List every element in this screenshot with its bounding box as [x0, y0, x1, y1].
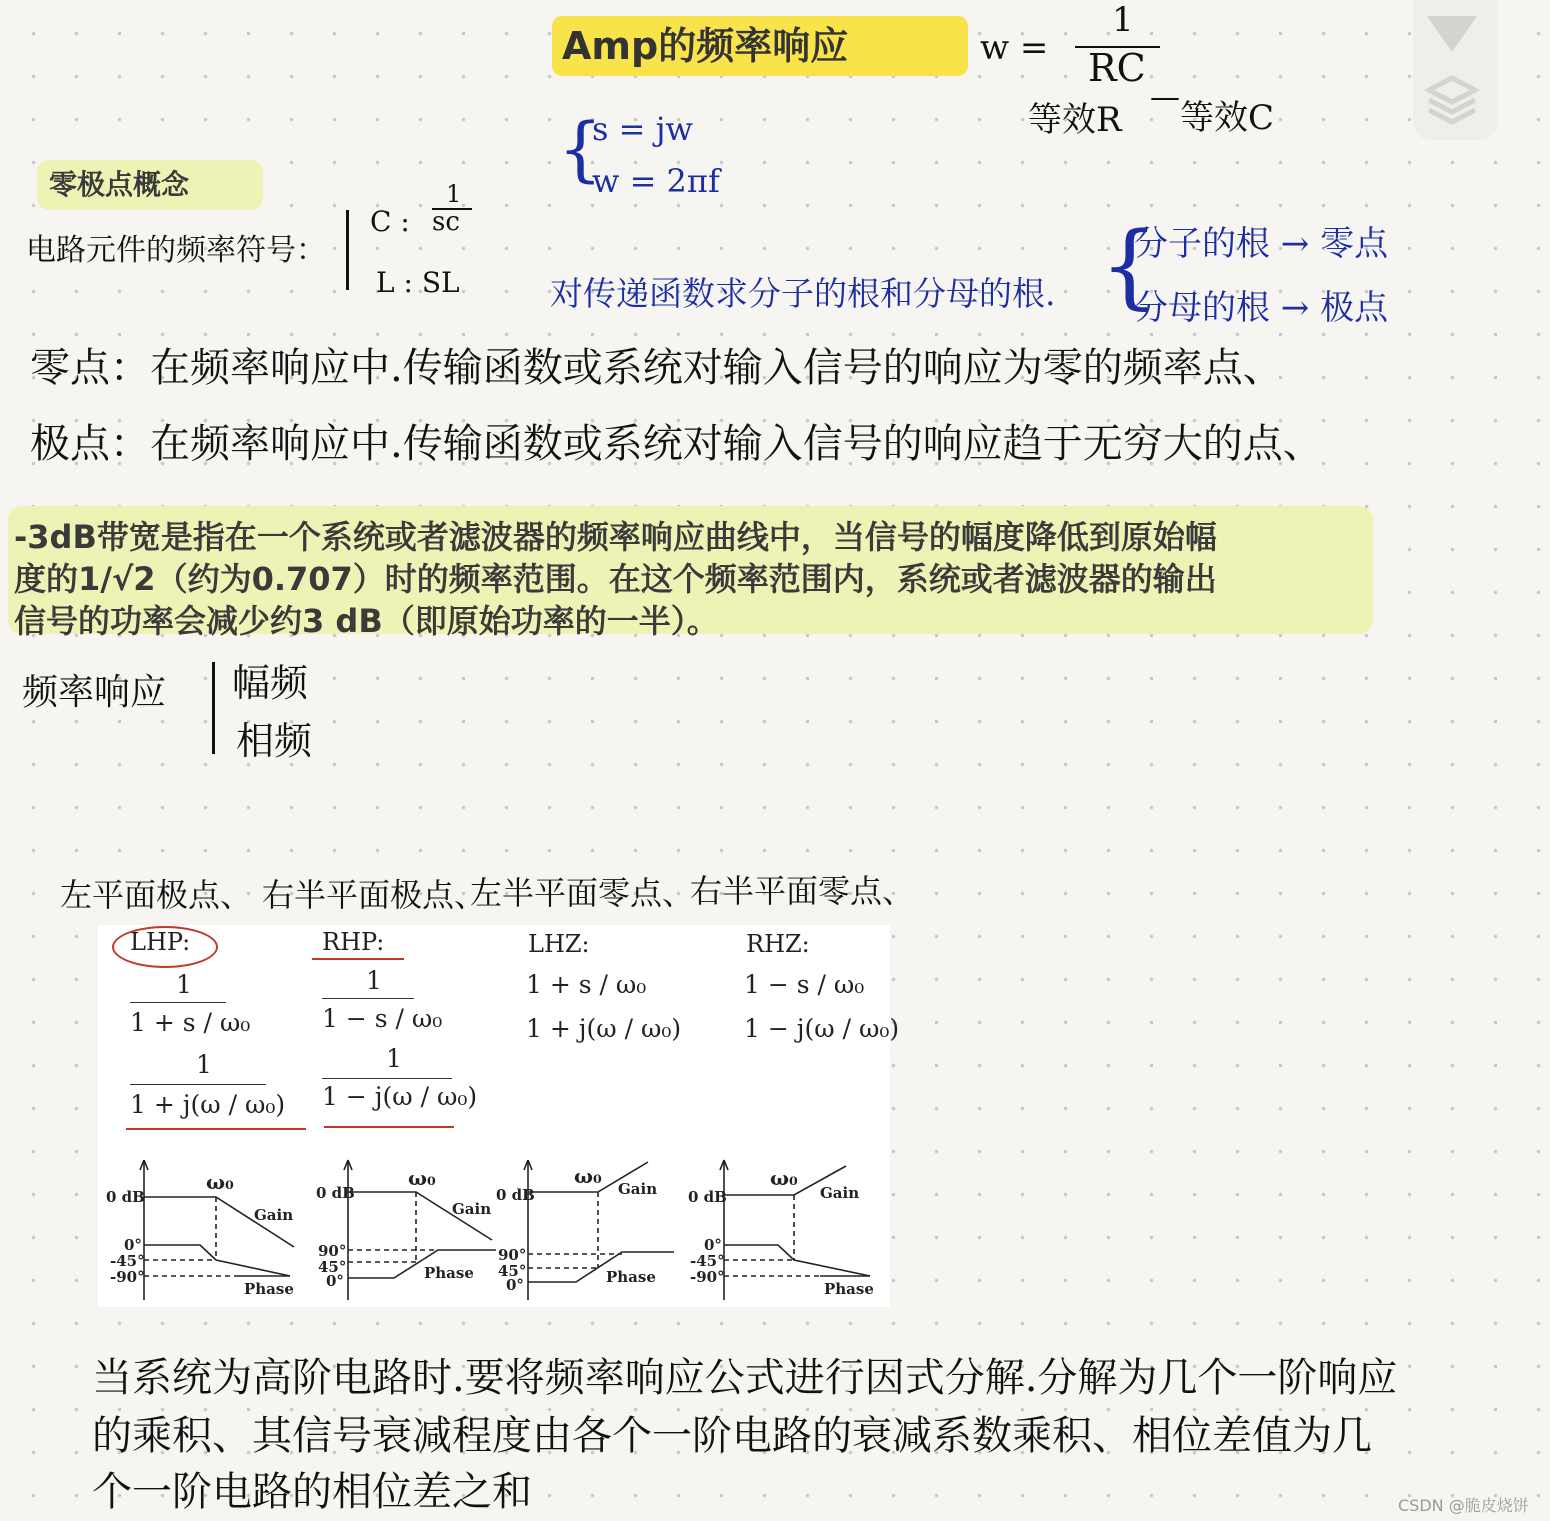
- omega-note-dash: —: [1150, 80, 1180, 115]
- case-tag-lhz: LHZ:: [528, 930, 590, 958]
- components-bracket: [346, 210, 349, 290]
- lhz-tick-90: 90°: [498, 1246, 527, 1264]
- pz-header-lhz: 左半平面零点、: [470, 874, 695, 912]
- components-label: 电路元件的频率符号：: [26, 233, 326, 268]
- lhz-gain: Gain: [618, 1180, 658, 1198]
- side-panel-toggle[interactable]: [1413, 0, 1497, 140]
- rhp-w0: ω₀: [408, 1166, 436, 1190]
- component-c-lhs: C :: [370, 205, 410, 238]
- rhz-w0: ω₀: [770, 1166, 798, 1190]
- lhp-tick-90: -90°: [110, 1268, 145, 1286]
- pole-definition: 极点：在频率响应中.传输函数或系统对输入信号的响应趋于无穷大的点、: [30, 421, 1323, 467]
- rhp-f2-bar: [322, 1078, 452, 1079]
- rhz-f2: 1 − j(ω / ω₀): [744, 1014, 900, 1043]
- lhp-red-underline: [126, 1128, 306, 1130]
- lhp-f2-den: 1 + j(ω / ω₀): [130, 1090, 286, 1119]
- rhp-f1-bar: [322, 998, 414, 999]
- lhz-f2: 1 + j(ω / ω₀): [526, 1014, 682, 1043]
- case-tag-lhp: LHP:: [130, 928, 191, 956]
- zero-definition: 零点：在频率响应中.传输函数或系统对输入信号的响应为零的频率点、: [30, 345, 1283, 391]
- watermark: CSDN @脆皮烧饼: [1398, 1496, 1529, 1515]
- omega-note-c: 等效C: [1180, 98, 1275, 138]
- conclusion-line2: 的乘积、其信号衰减程度由各个一阶电路的衰减系数乘积、相位差值为几: [92, 1413, 1372, 1459]
- collapse-triangle-icon: [1427, 16, 1477, 52]
- lhp-f1-den: 1 + s / ω₀: [130, 1008, 251, 1037]
- case-tag-rhz: RHZ:: [746, 930, 810, 958]
- lhz-0db: 0 dB: [496, 1186, 535, 1204]
- lhp-tick-0: 0°: [124, 1236, 142, 1254]
- lhp-tick-45: -45°: [110, 1252, 145, 1270]
- freq-response-phase: 相频: [236, 719, 313, 763]
- rhz-gain: Gain: [820, 1184, 860, 1202]
- omega-note-r: 等效R: [1028, 100, 1122, 140]
- rhp-phase: Phase: [424, 1264, 474, 1282]
- lhp-phase: Phase: [244, 1280, 294, 1298]
- s-def-line2: w = 2πf: [592, 162, 720, 200]
- lhp-f2-num: 1: [196, 1050, 212, 1079]
- roots-denominator: 分母的根 → 极点: [1134, 288, 1389, 328]
- bandwidth-line1: -3dB带宽是指在一个系统或者滤波器的频率响应曲线中，当信号的幅度降低到原始幅: [14, 518, 1217, 556]
- toolbar-icons: [1413, 0, 1497, 140]
- conclusion-line3: 个一阶电路的相位差之和: [92, 1469, 532, 1515]
- layers-icon: [1429, 78, 1475, 122]
- omega-numerator: 1: [1112, 0, 1134, 40]
- roots-lead: 对传递函数求分子的根和分母的根.: [550, 274, 1056, 313]
- rhp-f2-num: 1: [386, 1044, 402, 1073]
- rhp-f1-den: 1 − s / ω₀: [322, 1004, 443, 1033]
- lhz-w0: ω₀: [574, 1164, 602, 1188]
- rhp-gain: Gain: [452, 1200, 492, 1218]
- lhp-red-circle: [112, 926, 218, 968]
- lhp-f1-num: 1: [176, 970, 192, 999]
- freq-response-amp: 幅频: [232, 661, 309, 705]
- rhp-red-underline: [312, 958, 404, 960]
- lhp-f1-bar: [130, 1002, 226, 1003]
- pz-header-rhz: 右半平面零点、: [690, 872, 915, 910]
- conclusion-line1: 当系统为高阶电路时.要将频率响应公式进行因式分解.分解为几个一阶响应: [92, 1355, 1398, 1401]
- page-title: Amp的频率响应: [552, 16, 968, 76]
- rhz-0db: 0 dB: [688, 1188, 727, 1206]
- freq-response-label: 频率响应: [22, 672, 167, 713]
- lhp-f2-bar: [130, 1084, 266, 1085]
- omega-denominator: RC: [1088, 46, 1146, 90]
- freq-response-bracket: [212, 662, 215, 754]
- s-def-brace: {: [558, 108, 603, 190]
- component-c-num: 1: [446, 180, 462, 208]
- lhp-gain: Gain: [254, 1206, 294, 1224]
- section-title: 零极点概念: [37, 160, 263, 210]
- s-def-line1: s = jw: [592, 110, 693, 148]
- lhp-w0: ω₀: [206, 1170, 234, 1194]
- omega-eq-lhs: w =: [980, 28, 1049, 68]
- roots-brace: {: [1100, 212, 1159, 319]
- component-c-den: sc: [432, 207, 460, 237]
- roots-numerator: 分子的根 → 零点: [1134, 224, 1389, 264]
- rhz-f1: 1 − s / ω₀: [744, 970, 865, 999]
- rhp-tick-0: 0°: [326, 1272, 344, 1290]
- pz-header-rhp: 右半平面极点、: [262, 876, 487, 914]
- bandwidth-line3: 信号的功率会减少约3 dB（即原始功率的一半）。: [14, 602, 719, 640]
- case-tag-rhp: RHP:: [322, 928, 385, 956]
- rhp-f2-red-underline: [324, 1126, 454, 1128]
- lhz-phase: Phase: [606, 1268, 656, 1286]
- rhp-tick-45: 45°: [318, 1258, 347, 1276]
- rhz-phase: Phase: [824, 1280, 874, 1298]
- component-l: L : SL: [376, 266, 460, 299]
- rhz-tick-90: -90°: [690, 1268, 725, 1286]
- lhz-tick-0: 0°: [506, 1276, 524, 1294]
- lhz-f1: 1 + s / ω₀: [526, 970, 647, 999]
- rhz-tick-45: -45°: [690, 1252, 725, 1270]
- rhp-f2-den: 1 − j(ω / ω₀): [322, 1082, 478, 1111]
- lhz-tick-45: 45°: [498, 1262, 527, 1280]
- rhp-f1-num: 1: [366, 966, 382, 995]
- lhp-0db: 0 dB: [106, 1188, 145, 1206]
- rhp-0db: 0 dB: [316, 1184, 355, 1202]
- pz-header-lhp: 左平面极点、: [60, 876, 253, 914]
- bandwidth-line2: 度的1/√2（约为0.707）时的频率范围。在这个频率范围内，系统或者滤波器的输出: [14, 560, 1217, 598]
- rhp-tick-90: 90°: [318, 1242, 347, 1260]
- rhz-tick-0: 0°: [704, 1236, 722, 1254]
